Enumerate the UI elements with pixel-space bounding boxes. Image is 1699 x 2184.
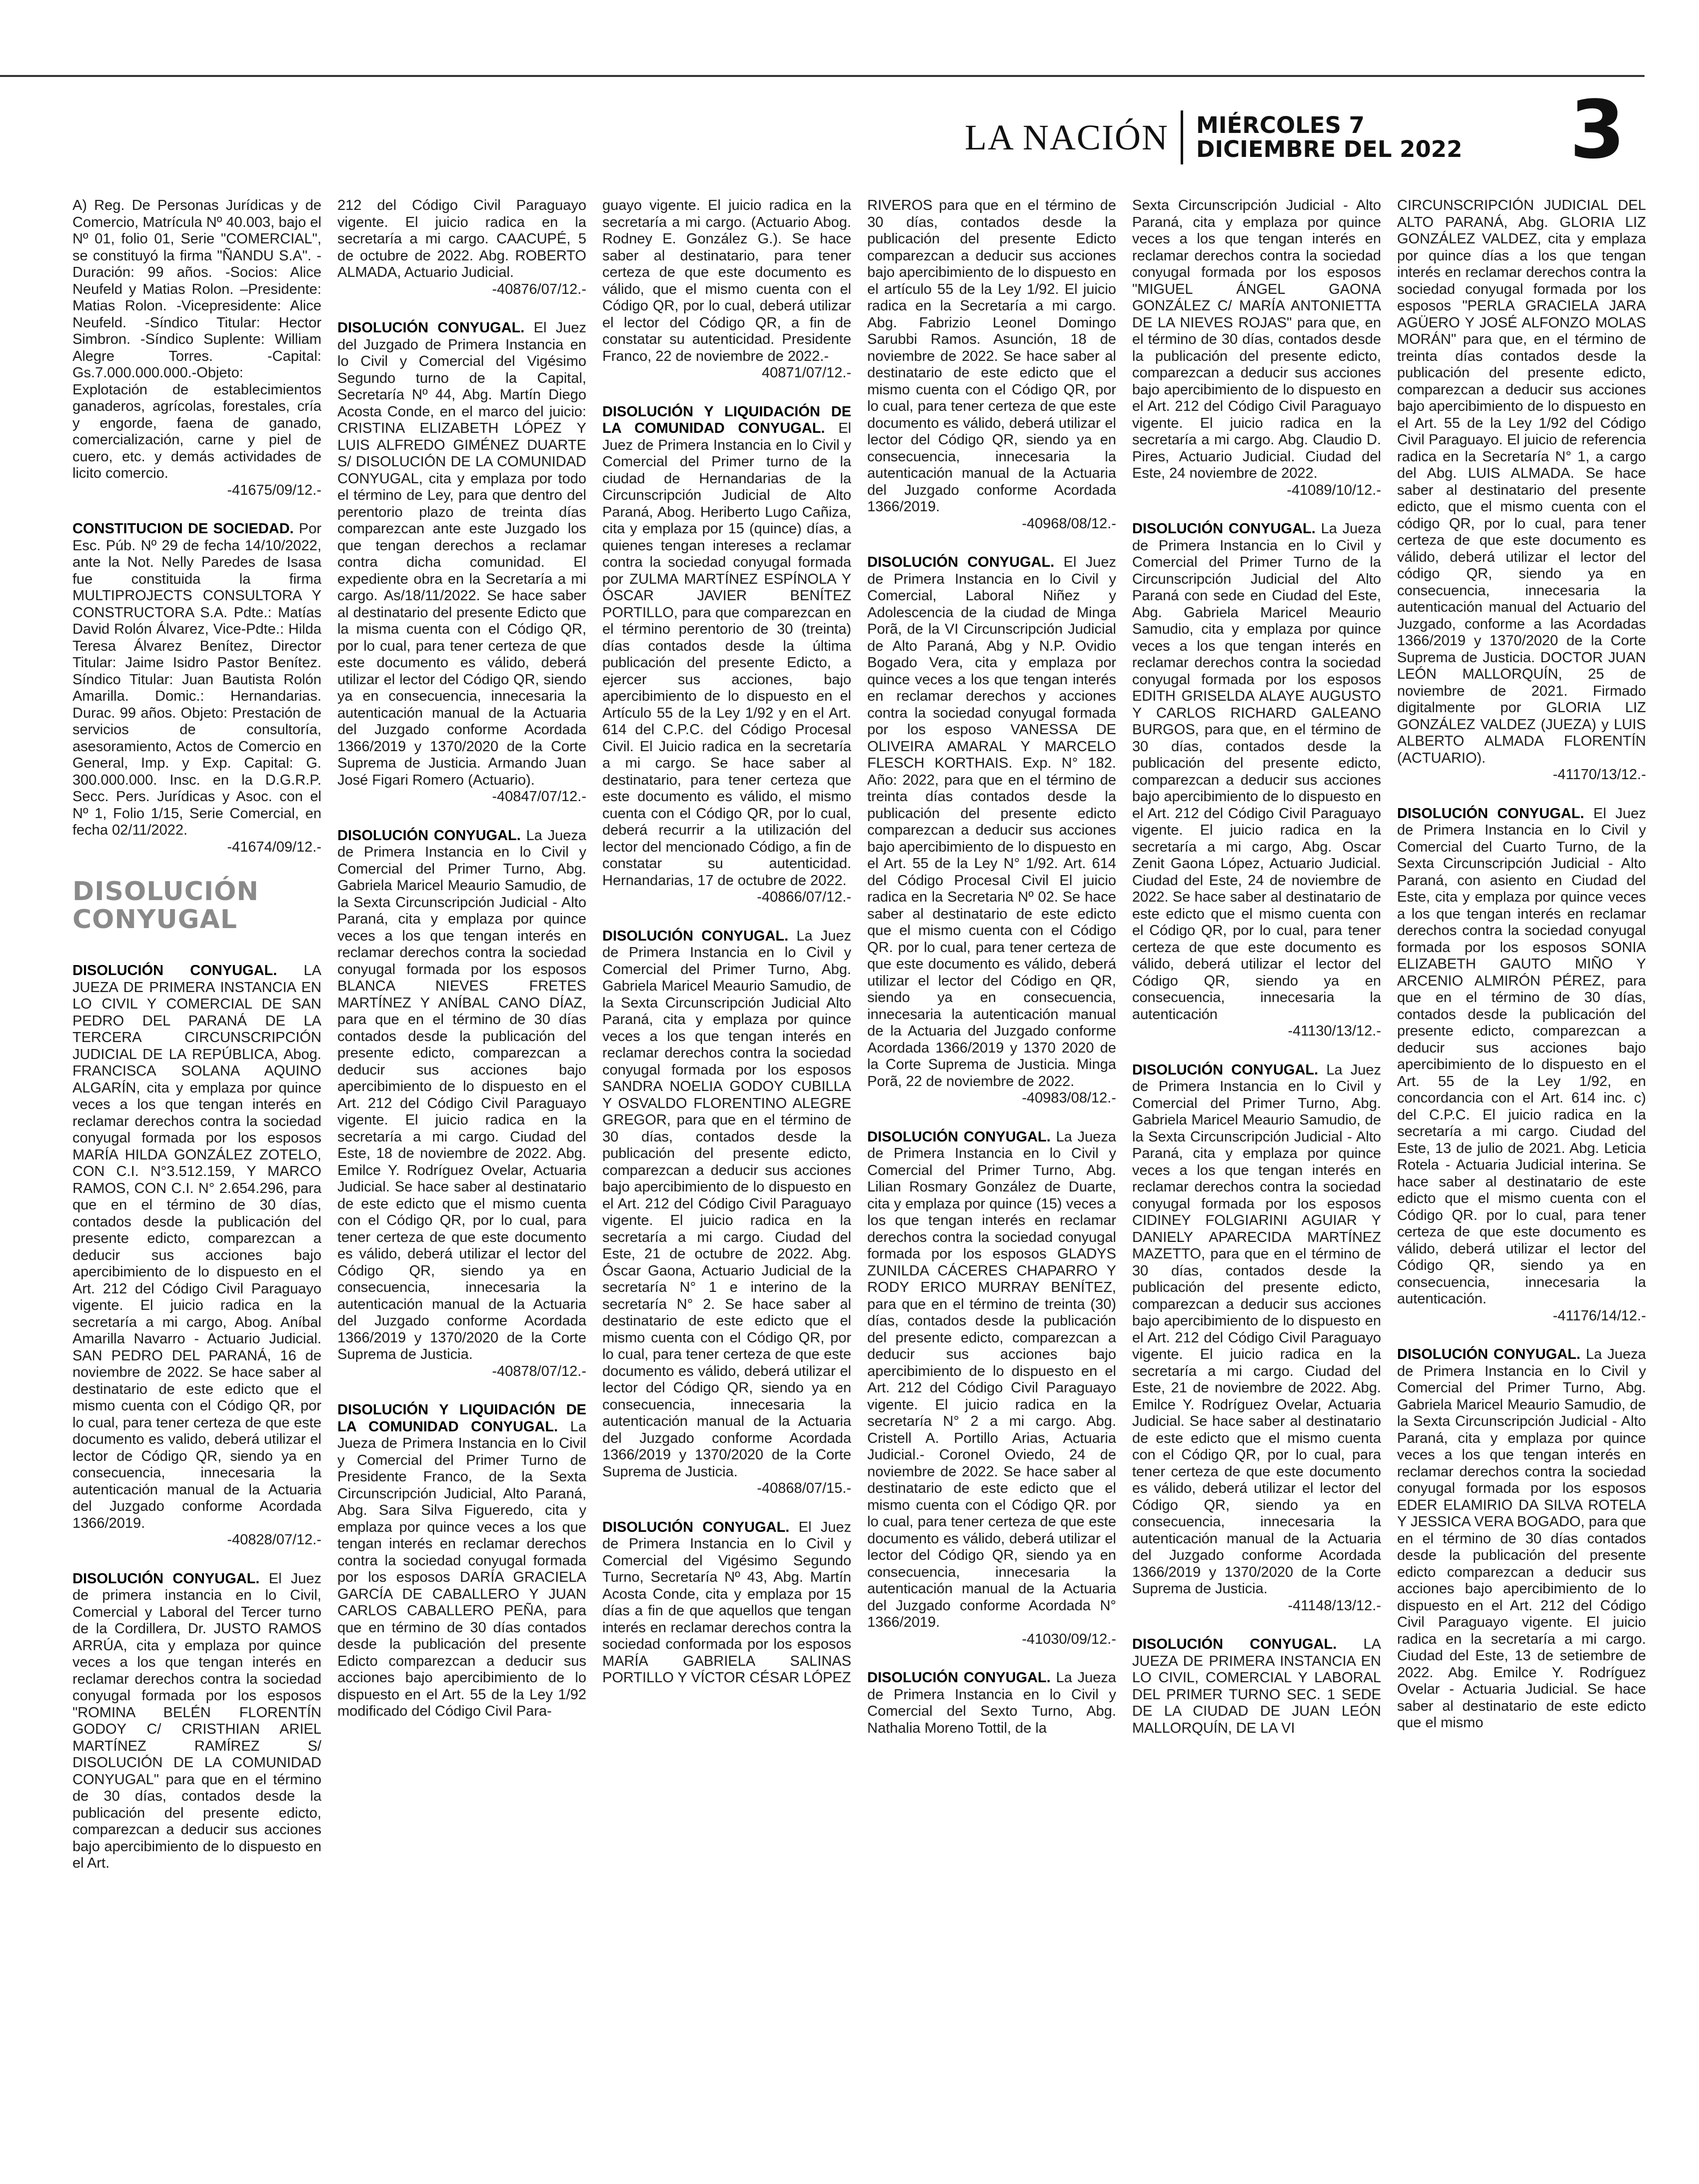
notice-body: La Jueza de Primera Instancia en lo Civil y Comercial del Primer Turno, Abg. Lilian Rosmary González de Duarte, cita y emplaza por quince (15) veces a los que tengan interés en reclamar derechos contra la sociedad conyugal formada por los esposos GLADYS ZUNILDA CÁCERES CHAPARRO Y RODY ERICO MURRAY BENÍTEZ, para que en el término de treinta (30) días, contados desde la publicación del presente edicto, comparezcan a deducir sus acciones bajo apercibimiento de lo dispuesto en el Art. 212 del Código Civil Paraguayo vigente. El juicio radica en la secretaría N° 2 a mi cargo. Abg. Cristell A. Portillo Arias, Actuaria Judicial.- Coronel Oviedo, 24 de noviembre de 2022. Se hace saber al destinatario de este edicto que el mismo cuenta con el Código QR. por lo cual, para tener certeza de que este documento es válido, deberá utilizar el lector del Código QR, siendo ya en consecuencia, innecesaria la autenticación manual de la Actuaria del Juzgado conforme Acordada N° 1366/2019. bbox=[867, 1128, 1116, 1630]
notice-heading: DISOLUCIÓN Y LIQUIDACIÓN DE LA COMUNIDAD CONYUGAL. bbox=[337, 1402, 586, 1435]
legal-notice bbox=[72, 1571, 321, 1872]
notice-reference: -41089/10/12.- bbox=[1287, 482, 1381, 498]
notice-reference: -41130/13/12.- bbox=[1288, 1023, 1381, 1039]
notice-reference: -41148/13/12.- bbox=[1288, 1597, 1381, 1614]
legal-notice bbox=[72, 197, 321, 499]
notice-heading: DISOLUCIÓN CONYUGAL. bbox=[1397, 805, 1585, 822]
notice-body: La Juez de Primera Instancia en lo Civil y Comercial del Primer Turno, Abg. Gabriela Maricel Meaurio Samudio, de la Sexta Circunscripción Judicial - Alto Paraná, cita y emplaza por quince veces a los que tengan interés en reclamar derechos contra la sociedad conyugal formada por los esposos CIDINEY FOLGIARINI AGUIAR Y DANIELY APARECIDA MARTÍNEZ MAZETTO, para que en el término de 30 días, contados desde la publicación del presente edicto, comparezcan a deducir sus acciones bajo apercibimiento de lo dispuesto en el Art. 212 del Código Civil Paraguayo vigente. El juicio radica en la secretaría a mi cargo. Ciudad del Este, 21 de noviembre de 2022. Abg. Emilce Y. Rodríguez Ovelar, Actuaria Judicial. Se hace saber al destinatario de este edicto que el mismo cuenta con el Código QR, por lo cual, para tener certeza de que este documento es válido, deberá utilizar el lector del Código QR, siendo ya en consecuencia, innecesaria la autenticación manual de la Actuaria del Juzgado conforme Acordada 1366/2019 y 1370/2020 de la Corte Suprema de Justicia. bbox=[1132, 1062, 1381, 1597]
top-rule bbox=[0, 75, 1645, 77]
notice-heading: DISOLUCIÓN CONYUGAL. bbox=[867, 1128, 1051, 1145]
legal-notice bbox=[337, 320, 586, 806]
column-5 bbox=[1132, 197, 1381, 2177]
notice-body: El Juez de Primera Instancia en lo Civil y Comercial del Primer turno de la ciudad de Hernandarias de la Circunscripción Judicial de Alto Paraná, Abog. Heriberto Lugo Cañiza, cita y emplaza por 15 (quince) días, a quienes tengan intereses a reclamar contra la sociedad conyugal formada por ZULMA MARTÍNEZ ESPÍNOLA Y ÓSCAR JAVIER BENÍTEZ PORTILLO, para que comparezcan en el término perentorio de 30 (treinta) días contados desde la última publicación del presente Edicto, a ejercer sus acciones, bajo apercibimiento de lo dispuesto en el Artículo 55 de la Ley 1/92 y en el Art. 614 del C.P.C. del Código Procesal Civil. El Juicio radica en la secretaría a mi cargo. Se hace saber al destinatario, para tener certeza que este documento es válido, el mismo cuenta con el Código QR, por lo cual, deberá recurrir a la utilización del lector del mencionado Código, a fin de constatar su autenticidad. Hernandarias, 17 de octubre de 2022. bbox=[602, 420, 851, 889]
legal-notice bbox=[867, 1670, 1116, 1737]
notice-heading: CONSTITUCION DE SOCIEDAD. bbox=[72, 521, 294, 537]
notice-heading: DISOLUCIÓN CONYUGAL. bbox=[1132, 521, 1316, 537]
legal-notice bbox=[602, 928, 851, 1497]
notice-heading: DISOLUCIÓN CONYUGAL. bbox=[1132, 1636, 1337, 1652]
section-title: DISOLUCIÓN CONYUGAL bbox=[72, 877, 259, 935]
notice-heading: DISOLUCIÓN CONYUGAL. bbox=[602, 1519, 790, 1535]
legal-notice bbox=[1397, 806, 1646, 1325]
notice-heading: DISOLUCIÓN CONYUGAL. bbox=[337, 827, 521, 844]
legal-notice bbox=[72, 963, 321, 1549]
notice-heading: DISOLUCIÓN CONYUGAL. bbox=[72, 963, 277, 979]
legal-notice bbox=[867, 1129, 1116, 1648]
notice-body: El Juez del Juzgado de Primera Instancia en lo Civil y Comercial del Vigésimo Segundo turno de la Capital, Secretaría Nº 44, Abg. Martín Diego Acosta Conde, en el marco del juicio: CRISTINA ELIZABETH LÓPEZ Y LUIS ALFREDO GIMÉNEZ DUARTE S/ DISOLUCIÓN DE LA COMUNIDAD CONYUGAL, cita y emplaza por todo el término de Ley, para que dentro del perentorio plazo de treinta días comparezcan ante este Juzgado los que tengan derechos a reclamar contra dicha comunidad. El expediente obra en la Secretaría a mi cargo. As/18/11/2022. Se hace saber al destinatario del presente Edicto que la misma cuenta con el Código QR, por lo cual, para tener certeza de que este documento es válido, deberá utilizar el lector del Código QR, siendo ya en consecuencia, innecesaria la autenticación manual de la Actuaria del Juzgado conforme Acordada 1366/2019 y 1370/2020 de la Corte Suprema de Justicia. Armando Juan José Figari Romero (Actuario). bbox=[337, 320, 586, 788]
notice-reference: 40871/07/12.- bbox=[762, 365, 851, 381]
notice-reference: -40866/07/12.- bbox=[757, 889, 851, 905]
notice-reference: -40828/07/12.- bbox=[227, 1532, 321, 1548]
legal-notice bbox=[1132, 1062, 1381, 1615]
page-number: 3 bbox=[1570, 83, 1626, 176]
legal-notice bbox=[602, 1519, 851, 1687]
column-4 bbox=[867, 197, 1116, 2177]
notice-reference: -41170/13/12.- bbox=[1553, 767, 1646, 783]
issue-date-weekday: MIÉRCOLES 7 bbox=[1196, 112, 1365, 138]
legal-notice bbox=[337, 197, 586, 298]
legal-notice bbox=[1132, 521, 1381, 1040]
column-6 bbox=[1397, 197, 1646, 2177]
notice-body: La Jueza de Primera Instancia en lo Civil y Comercial del Primer Turno, Abg. Gabriela Maricel Meaurio Samudio, de la Sexta Circunscripción Judicial - Alto Paraná, cita y emplaza por quince veces a los que tengan interés en reclamar derechos contra la sociedad conyugal formada por los esposos EDER ELAMIRIO DA SILVA ROTELA Y JESSICA VERA BOGADO, para que en el término de 30 días contados desde la publicación del presente edicto comparezcan a deducir sus acciones bajo apercibimiento de lo dispuesto en el Art. 212 del Código Civil Paraguayo vigente. El juicio radica en la secretaría a mi cargo. Ciudad del Este, 13 de setiembre de 2022. Abg. Emilce Y. Rodríguez Ovelar - Actuaria Judicial. Se hace saber al destinatario de este edicto que el mismo bbox=[1397, 1346, 1646, 1731]
notice-heading: DISOLUCIÓN CONYUGAL. bbox=[1132, 1062, 1319, 1078]
notice-reference: -40968/08/12.- bbox=[1022, 515, 1116, 532]
notice-reference: -41674/09/12.- bbox=[227, 839, 321, 855]
notice-body: La Jueza de Primera Instancia en lo Civil y Comercial del Primer Turno, Abg. Gabriela Maricel Meaurio Samudio, de la Sexta Circunscripción Judicial - Alto Paraná, cita y emplaza por quince veces a los que tengan interés en reclamar derechos contra la sociedad conyugal formada por los esposos BLANCA NIEVES FRETES MARTÍNEZ Y ANÍBAL CANO DÍAZ, para que en el término de 30 días contados desde la publicación del presente edicto, comparezcan a deducir sus acciones bajo apercibimiento de lo dispuesto en el Art. 212 del Código Civil Paraguayo vigente. El juicio radica en la secretaría a mi cargo. Ciudad del Este, 18 de noviembre de 2022. Abg. Emilce Y. Rodríguez Ovelar, Actuaria Judicial. Se hace saber al destinatario de este edicto que el mismo cuenta con el Código QR, por lo cual, para tener certeza de que este documento es válido, deberá utilizar el lector del Código QR, siendo ya en consecuencia, innecesaria la autenticación manual de la Actuaria del Juzgado conforme Acordada 1366/2019 y 1370/2020 de la Corte Suprema de Justicia. bbox=[337, 827, 586, 1362]
masthead-divider bbox=[1181, 110, 1183, 164]
legal-notice bbox=[72, 521, 321, 856]
notice-body: El Juez de Primera Instancia en lo Civil y Comercial del Vigésimo Segundo Turno, Secretaría Nº 43, Abg. Martín Acosta Conde, cita y emplaza por 15 días a fin de que aquellos que tengan interés en reclamar derechos contra la sociedad conformada por los esposos MARÍA GABRIELA SALINAS PORTILLO Y VÍCTOR CÉSAR LÓPEZ bbox=[602, 1519, 851, 1686]
newspaper-logo: LA NACIÓN bbox=[965, 117, 1169, 157]
notice-body: 212 del Código Civil Paraguayo vigente. El juicio radica en la secretaría a mi cargo. CAACUPÉ, 5 de octubre de 2022. Abg. ROBERTO ALMADA, Actuario Judicial. bbox=[337, 197, 586, 280]
legal-notice bbox=[1397, 1346, 1646, 1732]
notice-body: Por Esc. Púb. Nº 29 de fecha 14/10/2022, ante la Not. Nelly Paredes de Isasa fue constituida la firma MULTIPROJECTS CONSULTORA Y CONSTRUCTORA S.A. Pdte.: Matías David Rolón Álvarez, Vice-Pdte.: Hilda Teresa Álvarez Benítez, Director Titular: Jaime Isidro Pastor Benítez. Síndico Titular: Juan Bautista Rolón Amarilla. Domic.: Hernandarias. Durac. 99 años. Objeto: Prestación de servicios de consultoría, asesoramiento, Actos de Comercio en General, Imp. y Exp. Capital: G. 300.000.000. Insc. en la D.G.R.P. Secc. Pers. Jurídicas y Asoc. con el Nº 1, Folio 1/15, Serie Comercial, en fecha 02/11/2022. bbox=[72, 521, 321, 838]
column-3 bbox=[602, 197, 851, 2177]
notice-body: La Jueza de Primera Instancia en lo Civil y Comercial del Primer Turno de Presidente Franco, de la Sexta Circunscripción Judicial, Alto Paraná, Abg. Sara Silva Figueredo, cita y emplaza por quince veces a los que tengan interés en reclamar derechos contra la sociedad conyugal formada por los esposos DARÍA GRACIELA GARCÍA DE CABALLERO Y JUAN CARLOS CABALLERO PEÑA, para que en término de 30 días contados desde la publicación del presente Edicto comparezcan a deducir sus acciones bajo apercibimiento de lo dispuesto en el Art. 55 de la Ley 1/92 modificado del Código Civil Para- bbox=[337, 1418, 586, 1719]
notice-reference: -40876/07/12.- bbox=[492, 281, 586, 297]
notice-body: A) Reg. De Personas Jurídicas y de Comercio, Matrícula Nº 40.003, bajo el Nº 01, folio 01, Serie "COMERCIAL", se constituyó la firma "ÑANDU S.A". -Duración: 99 años. -Socios: Alice Neufeld y Matias Rolon. –Presidente: Matias Rolon. -Vicepresidente: Alice Neufeld. -Síndico Titular: Hector Simbron. -Síndico Suplente: William Alegre Torres. -Capital: Gs.7.000.000.000.-Objeto: Explotación de establecimientos ganaderos, agrícolas, forestales, cría y engorde, faena de ganado, comercialización, carne y piel de cuero, etc. y demás actividades de licito comercio. bbox=[72, 197, 321, 481]
notice-body: El Juez de Primera Instancia en lo Civil y Comercial del Cuarto Turno, de la Sexta Circunscripción Judicial - Alto Paraná, con asiento en Ciudad del Este, cita y emplaza por quince veces a los que tengan interés en reclamar derechos contra la sociedad conyugal formada por los esposos SONIA ELIZABETH GAUTO MIÑO Y ARCENIO ALMIRÓN PÉREZ, para que en el término de 30 días, contados desde la publicación del presente edicto, comparezcan a deducir sus acciones bajo apercibimiento de lo dispuesto en el Art. 55 de la Ley 1/92, en concordancia con el Art. 614 inc. c) del C.P.C. El juicio radica en la secretaría a mi cargo. Ciudad del Este, 13 de julio de 2021. Abg. Leticia Rotela - Actuaria Judicial interina. Se hace saber al destinatario de este edicto que el mismo cuenta con el Código QR. por lo cual, para tener certeza de que este documento es válido, deberá utilizar el lector del Código QR, siendo ya en consecuencia, innecesaria la autenticación. bbox=[1397, 805, 1646, 1307]
notice-heading: DISOLUCIÓN CONYUGAL. bbox=[867, 1670, 1051, 1686]
notice-body: RIVEROS para que en el término de 30 días, contados desde la publicación del presente Edicto comparezcan a deducir sus acciones bajo apercibimiento de lo dispuesto en el artículo 55 de la Ley 1/92. El juicio radica en la Secretaría a mi cargo. Abg. Fabrizio Leonel Domingo Sarubbi Ramos. Asunción, 18 de noviembre de 2022. Se hace saber al destinatario de este edicto que el mismo cuenta con el Código QR, por lo cual, para tener certeza de que este documento es válido, deberá utilizar el lector del Código QR, siendo ya en consecuencia, innecesaria la autenticación manual de la Actuaria del Juzgado conforme Acordada 1366/2019. bbox=[867, 197, 1116, 515]
notice-body: guayo vigente. El juicio radica en la secretaría a mi cargo. (Actuario Abog. Rodney E. González G.). Se hace saber al destinatario, para tener certeza de que este documento es válido, que el mismo cuenta con el Código QR, por lo cual, deberá utilizar el lector del Código QR, a fin de constatar su autenticidad. Presidente Franco, 22 de noviembre de 2022.- bbox=[602, 197, 851, 364]
legal-notice bbox=[337, 828, 586, 1380]
column-1 bbox=[72, 197, 321, 2177]
column-2 bbox=[337, 197, 586, 2177]
notice-body: LA JUEZA DE PRIMERA INSTANCIA EN LO CIVIL Y COMERCIAL DE SAN PEDRO DEL PARANÁ DE LA TERCERA CIRCUNSCRIPCIÓN JUDICIAL DE LA REPÚBLICA, Abog. FRANCISCA SOLANA AQUINO ALGARÍN, cita y emplaza por quince veces a los que tengan interés en reclamar derechos contra la sociedad conyugal formada por los esposos MARÍA HILDA GONZÁLEZ ZOTELO, CON C.I. N°3.512.159, Y MARCO RAMOS, CON C.I. N° 2.654.296, para que en el término de 30 días, contados desde la publicación del presente edicto, comparezcan a deducir sus acciones bajo apercibimiento de lo dispuesto en el Art. 212 del Código Civil Paraguayo vigente. El juicio radica en la secretaría a mi cargo, Abog. Aníbal Amarilla Navarro - Actuario Judicial. SAN PEDRO DEL PARANÁ, 16 de noviembre de 2022. Se hace saber al destinatario de este edicto que el mismo cuenta con el Código QR, por lo cual, para tener certeza de que este documento es valido, deberá utilizar el lector de Código QR, siendo ya en consecuencia, innecesaria la autenticación manual de la Actuaria del Juzgado conforme Acordada 1366/2019. bbox=[72, 963, 321, 1531]
issue-date-month: DICIEMBRE DEL 2022 bbox=[1196, 136, 1463, 162]
notice-heading: DISOLUCIÓN CONYUGAL. bbox=[337, 320, 525, 336]
notice-reference: -41176/14/12.- bbox=[1553, 1307, 1646, 1324]
legal-notice bbox=[337, 1402, 586, 1720]
notice-body: La Jueza de Primera Instancia en lo Civil y Comercial del Sexto Turno, Abg. Nathalia Moreno Tottil, de la bbox=[867, 1670, 1116, 1736]
notice-body: LA JUEZA DE PRIMERA INSTANCIA EN LO CIVIL, COMERCIAL Y LABORAL DEL PRIMER TURNO SEC. 1 SEDE DE LA CIUDAD DE JUAN LEÓN MALLORQUÍN, DE LA VI bbox=[1132, 1636, 1381, 1736]
notice-body: CIRCUNSCRIPCIÓN JUDICIAL DEL ALTO PARANÁ, Abg. GLORIA LIZ GONZÁLEZ VALDEZ, cita y emplaza por quince días a los que tengan interés en reclamar derechos contra la sociedad conyugal formada por los esposos "PERLA GRACIELA JARA AGÜERO Y JOSÉ ALFONZO MOLAS MORÁN" para que, en el término de treinta días contados desde la publicación del presente edicto, comparezcan a deducir sus acciones bajo apercibimiento de lo dispuesto en el Art. 55 de la Ley 1/92 del Código Civil Paraguayo. El juicio de referencia radica en la Secretaría N° 1, a cargo del Abg. LUIS ALMADA. Se hace saber al destinatario del presente edicto, que el mismo cuenta con el código QR, por lo cual, para tener certeza de que este documento es válido, deberá utilizar el lector del código QR, siendo ya en consecuencia, innecesaria la autenticación manual del Actuario del Juzgado, conforme a las Acordadas 1366/2019 y 1370/2020 de la Corte Suprema de Justicia. DOCTOR JUAN LEÓN MALLORQUÍN, 25 de noviembre de 2021. Firmado digitalmente por GLORIA LIZ GONZÁLEZ VALDEZ (JUEZA) y LUIS ALBERTO ALMADA FLORENTÍN (ACTUARIO). bbox=[1397, 197, 1646, 766]
notice-body: La Juez de Primera Instancia en lo Civil y Comercial del Primer Turno, Abg. Gabriela Maricel Meaurio Samudio, de la Sexta Circunscripción Judicial Alto Paraná, cita y emplaza por quince veces a los que tengan interés en reclamar derechos contra la sociedad conyugal formada por los esposos SANDRA NOELIA GODOY CUBILLA Y OSVALDO FLORENTINO ALEGRE GREGOR, para que en el término de 30 días, contados desde la publicación del presente edicto, comparezcan a deducir sus acciones bajo apercibimiento de lo dispuesto en el Art. 212 del Código Civil Paraguayo vigente. El juicio radica en la secretaría a mi cargo. Ciudad del Este, 21 de octubre de 2022. Abg. Óscar Gaona, Actuario Judicial de la secretaría N° 1 e interino de la secretaría N° 2. Se hace saber al destinatario de este edicto que el mismo cuenta con el Código QR, por lo cual, para tener certeza de que este documento es válido, deberá utilizar el lector del Código QR, siendo ya en consecuencia, innecesaria la autenticación manual de la Actuaria del Juzgado conforme Acordada 1366/2019 y 1370/2020 de la Corte Suprema de Justicia. bbox=[602, 928, 851, 1480]
notice-heading: DISOLUCIÓN CONYUGAL. bbox=[1397, 1346, 1581, 1362]
notice-reference: -40847/07/12.- bbox=[492, 789, 586, 805]
notice-body: El Juez de primera instancia en lo Civil, Comercial y Laboral del Tercer turno de la Cordillera, Dr. JUSTO RAMOS ARRÚA, cita y emplaza por quince veces a los que tengan interés en reclamar derechos contra la sociedad conyugal formada por los esposos "ROMINA BELÉN FLORENTÍN GODOY C/ CRISTHIAN ARIEL MARTÍNEZ RAMÍREZ S/ DISOLUCIÓN DE LA COMUNIDAD CONYUGAL" para que en el término de 30 días, contados desde la publicación del presente edicto, comparezcan a deducir sus acciones bajo apercibimiento de lo dispuesto en el Art. bbox=[72, 1570, 321, 1871]
notice-reference: -40868/07/15.- bbox=[757, 1480, 851, 1496]
notice-heading: DISOLUCIÓN CONYUGAL. bbox=[602, 928, 789, 944]
legal-notice bbox=[1397, 197, 1646, 784]
notice-body: La Jueza de Primera Instancia en lo Civil y Comercial del Primer Turno de la Circunscripción Judicial del Alto Paraná con sede en Ciudad del Este, Abg. Gabriela Maricel Meaurio Samudio, cita y emplaza por quince veces a los que tengan interés en reclamar derechos contra la sociedad conyugal formada por los esposos EDITH GRISELDA ALAYE AUGUSTO Y CARLOS RICHARD GALEANO BURGOS, para que, en el término de 30 días, contados desde la publicación del presente edicto, comparezcan a deducir sus acciones bajo apercibimiento de lo dispuesto en el Art. 212 del Código Civil Paraguayo vigente. El juicio radica en la secretaría a mi cargo, Abg. Oscar Zenit Gaona López, Actuario Judicial. Ciudad del Este, 24 de noviembre de 2022. Se hace saber al destinatario de este edicto que el mismo cuenta con el Código QR, por lo cual, para tener certeza de que este documento es válido, deberá utilizar el lector del Código QR, siendo ya en consecuencia, innecesaria la autenticación bbox=[1132, 521, 1381, 1023]
legal-notice bbox=[602, 404, 851, 906]
notice-reference: -40878/07/12.- bbox=[492, 1363, 586, 1379]
notice-heading: DISOLUCIÓN CONYUGAL. bbox=[867, 554, 1055, 570]
notice-reference: -40983/08/12.- bbox=[1022, 1090, 1116, 1106]
notice-body: Sexta Circunscripción Judicial - Alto Paraná, cita y emplaza por quince veces a los que tengan interés en reclamar derechos contra la sociedad conyugal formada por los esposos "MIGUEL ÁNGEL GAONA GONZÁLEZ C/ MARÍA ANTONIETTA DE LA NIEVES ROJAS" para que, en el término de 30 días, contados desde la publicación del presente edicto, comparezcan a deducir sus acciones bajo apercibimiento de lo dispuesto en el Art. 212 del Código Civil Paraguayo vigente. El juicio radica en la secretaría a mi cargo. Abg. Claudio D. Pires, Actuario Judicial. Ciudad del Este, 24 noviembre de 2022. bbox=[1132, 197, 1381, 481]
legal-notice bbox=[867, 554, 1116, 1107]
issue-date bbox=[1196, 113, 1462, 161]
notice-reference: -41030/09/12.- bbox=[1022, 1631, 1116, 1647]
masthead bbox=[965, 107, 1462, 167]
legal-notice bbox=[1132, 1636, 1381, 1737]
legal-notice bbox=[1132, 197, 1381, 499]
legal-notice bbox=[867, 197, 1116, 532]
notice-body: El Juez de Primera Instancia en lo Civil y Comercial, Laboral Niñez y Adolescencia de la ciudad de Minga Porã, de la VI Circunscripción Judicial de Alto Paraná, Abg y N.P. Ovidio Bogado Vera, cita y emplaza por quince veces a los que tengan interés en reclamar derechos y acciones contra la sociedad conyugal formada por los esposo VANESSA DE OLIVEIRA AMARAL Y MARCELO FLESCH KORTHAIS. Exp. N° 182. Año: 2022, para que en el término de treinta días contados desde la publicación del presente edicto comparezcan a deducir sus acciones bajo apercibimiento de lo dispuesto en el Art. 55 de la Ley N° 1/92. Art. 614 del Código Procesal Civil El juicio radica en la Secretaria Nº 02. Se hace saber al destinatario de este edicto que el mismo cuenta con el Código QR. por lo cual, para tener certeza de que este documento es válido, deberá utilizar el lector del Código en QR, siendo ya en consecuencia, innecesaria la autenticación manual de la Actuaria del Juzgado conforme Acordada 1366/2019 y 1370 2020 de la Corte Suprema de Justicia. Minga Porã, 22 de noviembre de 2022. bbox=[867, 554, 1116, 1090]
legal-notice bbox=[602, 197, 851, 382]
notice-heading: DISOLUCIÓN Y LIQUIDACIÓN DE LA COMUNIDAD CONYUGAL. bbox=[602, 403, 851, 436]
notice-reference: -41675/09/12.- bbox=[227, 482, 321, 498]
notice-heading: DISOLUCIÓN CONYUGAL. bbox=[72, 1570, 260, 1587]
